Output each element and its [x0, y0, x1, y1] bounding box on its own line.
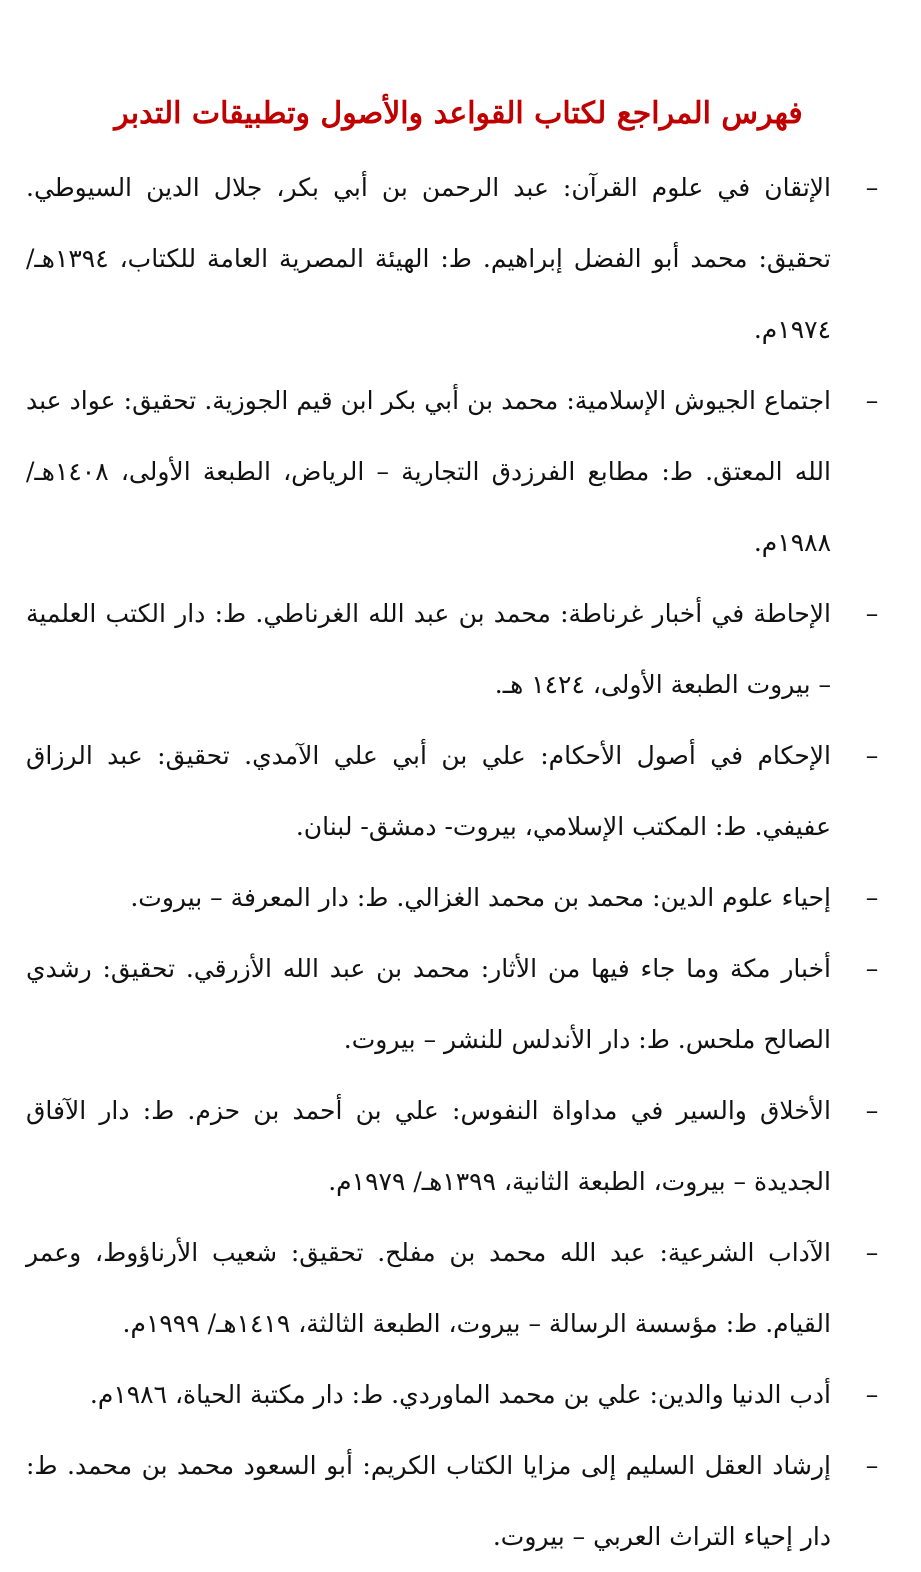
references-list [26, 152, 891, 1572]
reference-item [26, 365, 891, 578]
reference-item [26, 1217, 891, 1359]
reference-item [26, 1430, 891, 1572]
reference-text: الإحاطة في أخبار غرناطة: محمد بن عبد الله الغرناطي. ط: دار الكتب العلمية – بيروت الطبعة الأولى، ١٤٢٤ هـ. [26, 599, 831, 699]
dash-bullet: – [865, 173, 879, 202]
reference-text: الآداب الشرعية: عبد الله محمد بن مفلح. تحقيق: شعيب الأرناؤوط، وعمر القيام. ط: مؤسسة الرسالة – بيروت، الطبعة الثالثة، ١٤١٩هـ/ ١٩٩٩م. [26, 1238, 831, 1338]
reference-text: إحياء علوم الدين: محمد بن محمد الغزالي. ط: دار المعرفة – بيروت. [130, 883, 831, 912]
reference-text: الإتقان في علوم القرآن: عبد الرحمن بن أبي بكر، جلال الدين السيوطي. تحقيق: محمد أبو الفضل إبراهيم. ط: الهيئة المصرية العامة للكتاب، ١٣٩٤هـ/ ١٩٧٤م. [26, 173, 831, 344]
dash-bullet: – [865, 386, 879, 415]
dash-bullet: – [865, 1451, 879, 1480]
dash-bullet: – [865, 1238, 879, 1267]
dash-bullet: – [865, 741, 879, 770]
dash-bullet: – [865, 883, 879, 912]
dash-bullet: – [865, 1380, 879, 1409]
reference-text: أخبار مكة وما جاء فيها من الأثار: محمد بن عبد الله الأزرقي. تحقيق: رشدي الصالح ملحس. ط: دار الأندلس للنشر – بيروت. [26, 954, 831, 1054]
reference-item [26, 933, 891, 1075]
reference-text: الأخلاق والسير في مداواة النفوس: علي بن أحمد بن حزم. ط: دار الآفاق الجديدة – بيروت، الطبعة الثانية، ١٣٩٩هـ/ ١٩٧٩م. [26, 1096, 831, 1196]
reference-text: إرشاد العقل السليم إلى مزايا الكتاب الكريم: أبو السعود محمد بن محمد. ط: دار إحياء التراث العربي – بيروت. [26, 1451, 831, 1551]
reference-text: أدب الدنيا والدين: علي بن محمد الماوردي. ط: دار مكتبة الحياة، ١٩٨٦م. [89, 1380, 831, 1409]
dash-bullet: – [865, 954, 879, 983]
reference-item [26, 152, 891, 365]
reference-item [26, 720, 891, 862]
reference-item [26, 862, 891, 933]
reference-text: الإحكام في أصول الأحكام: علي بن أبي علي الآمدي. تحقيق: عبد الرزاق عفيفي. ط: المكتب الإسلامي، بيروت- دمشق- لبنان. [26, 741, 831, 841]
page-title: فهرس المراجع لكتاب القواعد والأصول وتطبيقات التدبر [114, 96, 803, 131]
reference-item [26, 578, 891, 720]
dash-bullet: – [865, 1096, 879, 1125]
dash-bullet: – [865, 599, 879, 628]
reference-item [26, 1359, 891, 1430]
reference-text: اجتماع الجيوش الإسلامية: محمد بن أبي بكر ابن قيم الجوزية. تحقيق: عواد عبد الله المعتق. ط: مطابع الفرزدق التجارية – الرياض، الطبعة الأولى، ١٤٠٨هـ/ ١٩٨٨م. [26, 386, 831, 557]
reference-item [26, 1075, 891, 1217]
